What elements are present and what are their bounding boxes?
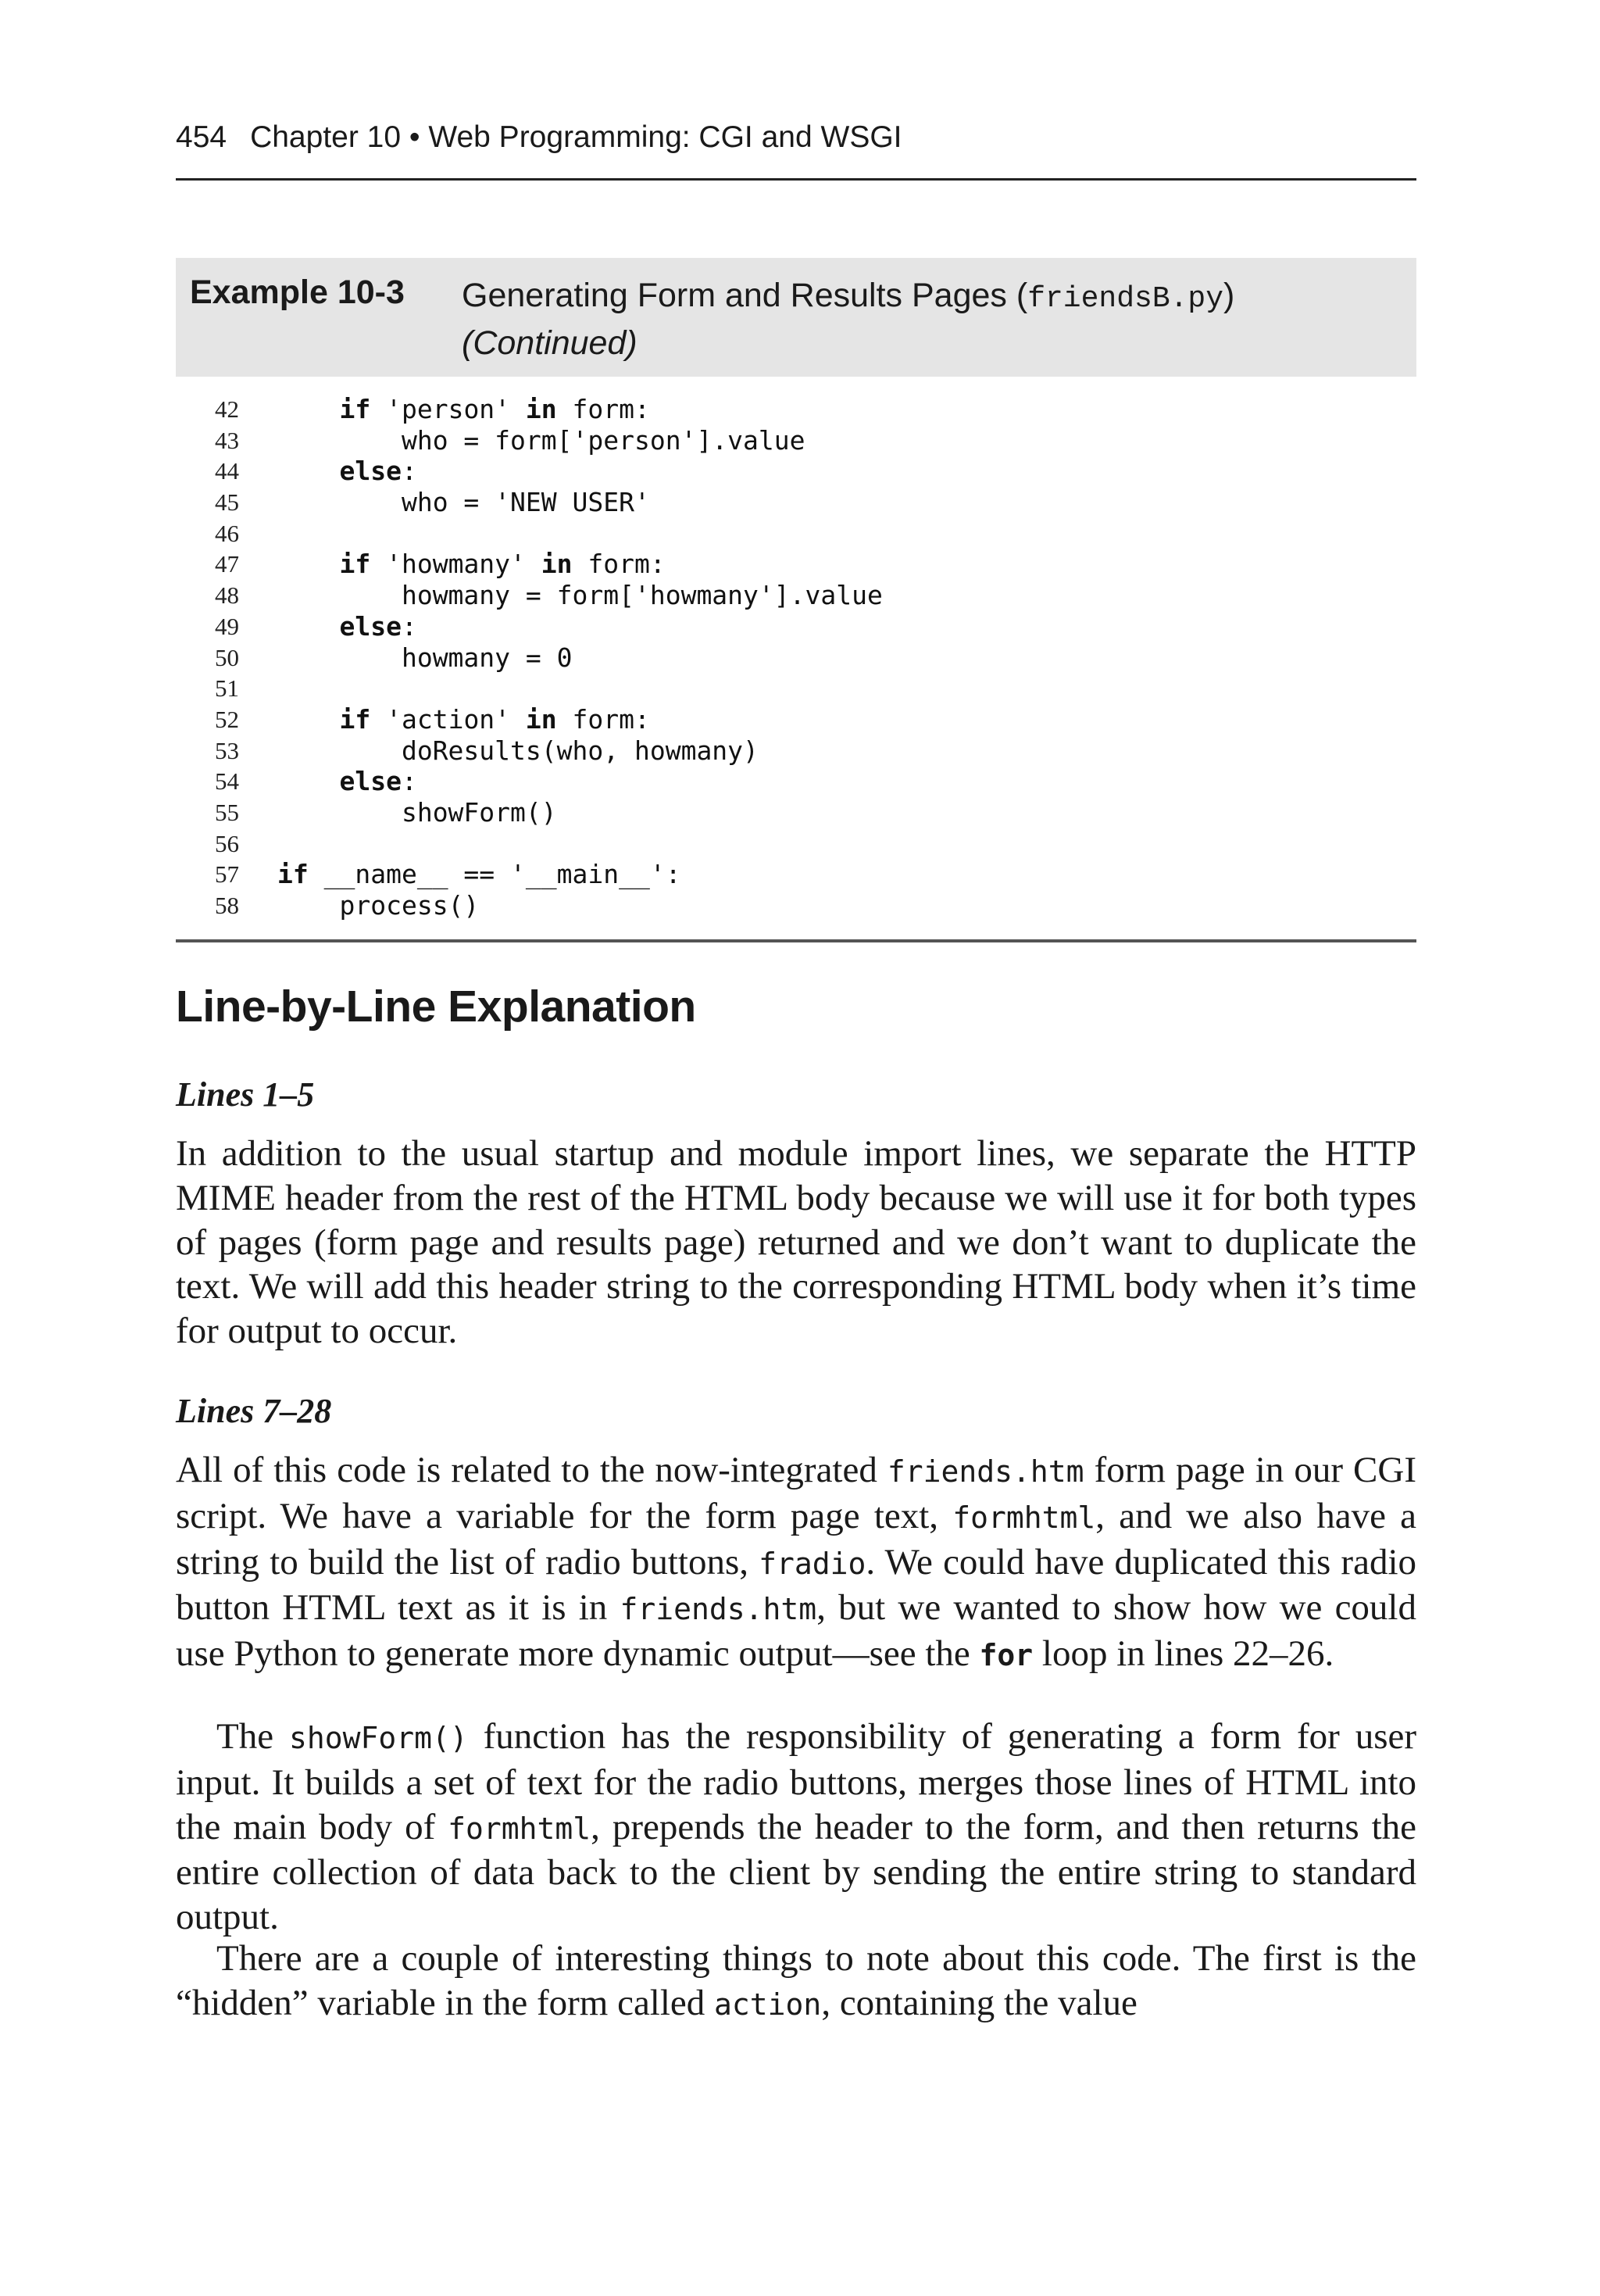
line-number: 58 xyxy=(215,892,239,919)
code-listing xyxy=(176,394,1416,921)
inline-code: for xyxy=(979,1638,1034,1673)
paragraph-2 xyxy=(176,1715,1416,1940)
code-line xyxy=(176,425,1416,456)
code-line xyxy=(176,828,1416,860)
line-number: 54 xyxy=(215,767,239,796)
chapter-title: Chapter 10 • Web Programming: CGI and WSGI xyxy=(250,120,902,154)
line-number: 56 xyxy=(215,829,239,857)
code-token: : xyxy=(401,456,417,487)
code-token: : xyxy=(401,766,417,797)
code-line xyxy=(176,797,1416,828)
code-text xyxy=(277,580,883,611)
code-token xyxy=(277,797,402,828)
inline-code: action xyxy=(714,1987,822,2022)
code-token: process() xyxy=(339,890,480,921)
line-number: 53 xyxy=(215,736,239,764)
code-token: who = form['person'].value xyxy=(401,424,805,456)
code-token xyxy=(277,735,402,766)
code-token xyxy=(277,394,339,424)
code-token xyxy=(277,456,339,486)
code-keyword: if xyxy=(339,549,371,580)
code-token xyxy=(277,549,339,579)
inline-code: formhtml xyxy=(952,1500,1096,1535)
running-head xyxy=(176,120,902,155)
code-token: 'person' xyxy=(370,394,526,424)
inline-code: formhtml xyxy=(448,1811,591,1846)
code-text xyxy=(277,425,805,456)
code-token: 'howmany' xyxy=(370,549,541,580)
example-caption-box xyxy=(176,258,1416,377)
paragraph-3 xyxy=(176,1937,1416,2027)
text-run: There are a couple of interesting things to note about this code. The first is the “hidden” variable in the form called xyxy=(176,1938,1416,2023)
code-token xyxy=(277,642,402,673)
code-token: : xyxy=(401,610,417,642)
text-run: , and we also have a string to build the list of radio buttons, xyxy=(176,1495,1416,1583)
line-number: 50 xyxy=(215,643,239,671)
code-token: form: xyxy=(556,703,650,735)
text-run: . We could have duplicated this radio button HTML text as it is in xyxy=(176,1541,1417,1629)
text-run: loop in lines 22–26. xyxy=(1033,1633,1334,1675)
code-line xyxy=(176,766,1416,797)
text-run: function has the responsibility of generating a form for user input. It builds a set of text for the radio buttons, merges those lines of HTML into the main body of xyxy=(176,1716,1416,1847)
code-line xyxy=(176,549,1416,580)
code-line xyxy=(176,859,1416,890)
line-number: 44 xyxy=(215,457,239,485)
example-title-end: ) xyxy=(1223,277,1235,314)
code-text xyxy=(277,549,666,580)
code-text xyxy=(277,487,650,518)
code-token xyxy=(277,425,402,456)
line-number: 45 xyxy=(215,488,239,517)
line-number: 49 xyxy=(215,612,239,640)
code-keyword: else xyxy=(339,456,402,487)
text-run: , prepends the header to the form, and then returns the entire collection of data back to the client by sending the entire string to standard output. xyxy=(176,1806,1416,1938)
header-rule xyxy=(176,178,1416,181)
code-token: form: xyxy=(556,394,650,424)
subheading-lines-7-28: Lines 7–28 xyxy=(176,1392,332,1430)
code-line xyxy=(176,487,1416,518)
code-token xyxy=(277,766,339,796)
code-line xyxy=(176,704,1416,735)
line-number: 52 xyxy=(215,705,239,733)
section-heading: Line-by-Line Explanation xyxy=(176,982,696,1032)
code-token: showForm() xyxy=(401,796,557,828)
code-text xyxy=(277,456,417,487)
subheading-lines-1-5: Lines 1–5 xyxy=(176,1075,315,1114)
code-line xyxy=(176,394,1416,425)
code-line xyxy=(176,642,1416,674)
example-filename: friendsB.py xyxy=(1027,282,1224,316)
inline-code: friends.htm xyxy=(620,1592,817,1627)
code-line xyxy=(176,890,1416,921)
code-text xyxy=(277,797,557,828)
code-line xyxy=(176,735,1416,767)
text-run: All of this code is related to the now-integrated xyxy=(176,1450,888,1490)
paragraph-lines-1-5: In addition to the usual startup and module import lines, we separate the HTTP MIME header from the rest of the HTML body because we will use it for both types of pages (form page and results page) returned and we don’t want to duplicate the text. We will add this header string to the corresponding HTML body when it’s time for output to occur. xyxy=(176,1133,1416,1352)
example-title-text: Generating Form and Results Pages ( xyxy=(462,277,1028,314)
text-run: form page in our CGI script. We have a variable for the form page text, xyxy=(176,1450,1417,1536)
code-keyword: else xyxy=(339,610,402,642)
code-token xyxy=(277,704,339,735)
code-token: howmany = form['howmany'].value xyxy=(401,580,883,611)
code-text xyxy=(277,394,650,425)
code-token: 'action' xyxy=(370,703,526,735)
text-run: , but we wanted to show how we could use Python to generate more dynamic output—see the xyxy=(176,1587,1416,1675)
example-label: Example 10-3 xyxy=(190,274,405,311)
example-title xyxy=(462,274,1234,365)
code-line xyxy=(176,580,1416,611)
code-bottom-rule xyxy=(176,939,1416,942)
inline-code: friends.htm xyxy=(887,1454,1084,1489)
code-keyword: if xyxy=(339,394,371,424)
code-token xyxy=(277,890,339,921)
code-text xyxy=(277,611,417,642)
inline-code: fradio xyxy=(759,1546,866,1581)
code-token: doResults(who, howmany) xyxy=(401,735,759,766)
inline-code: showForm() xyxy=(288,1721,468,1755)
code-keyword: in xyxy=(525,394,557,424)
code-token xyxy=(277,487,402,517)
code-token: __name__ == '__main__': xyxy=(308,859,681,890)
code-text xyxy=(277,642,573,674)
code-keyword: in xyxy=(525,703,557,735)
text-run: , containing the value xyxy=(821,1982,1138,2023)
code-text xyxy=(277,766,417,797)
example-continued: (Continued) xyxy=(462,324,638,362)
code-text xyxy=(277,890,479,921)
code-keyword: in xyxy=(541,549,573,580)
code-keyword: if xyxy=(339,703,371,735)
line-number: 55 xyxy=(215,798,239,826)
text-run: The xyxy=(216,1716,289,1757)
line-number: 48 xyxy=(215,581,239,610)
code-keyword: if xyxy=(277,859,309,890)
code-token xyxy=(277,611,339,642)
code-text xyxy=(277,859,681,890)
code-text xyxy=(277,735,759,767)
line-number: 51 xyxy=(215,674,239,703)
code-token xyxy=(277,580,402,610)
code-token: form: xyxy=(572,549,666,580)
code-line xyxy=(176,456,1416,487)
code-line xyxy=(176,611,1416,642)
code-keyword: else xyxy=(339,766,402,797)
code-line xyxy=(176,518,1416,549)
code-token: howmany = 0 xyxy=(401,642,573,673)
paragraph-1 xyxy=(176,1448,1416,1678)
line-number: 57 xyxy=(215,860,239,889)
line-number: 42 xyxy=(215,395,239,423)
line-number: 46 xyxy=(215,519,239,547)
code-token: who = 'NEW USER' xyxy=(401,487,650,518)
line-number: 43 xyxy=(215,426,239,454)
code-text xyxy=(277,704,650,735)
code-line xyxy=(176,673,1416,704)
line-number: 47 xyxy=(215,550,239,578)
page-number: 454 xyxy=(176,120,227,154)
